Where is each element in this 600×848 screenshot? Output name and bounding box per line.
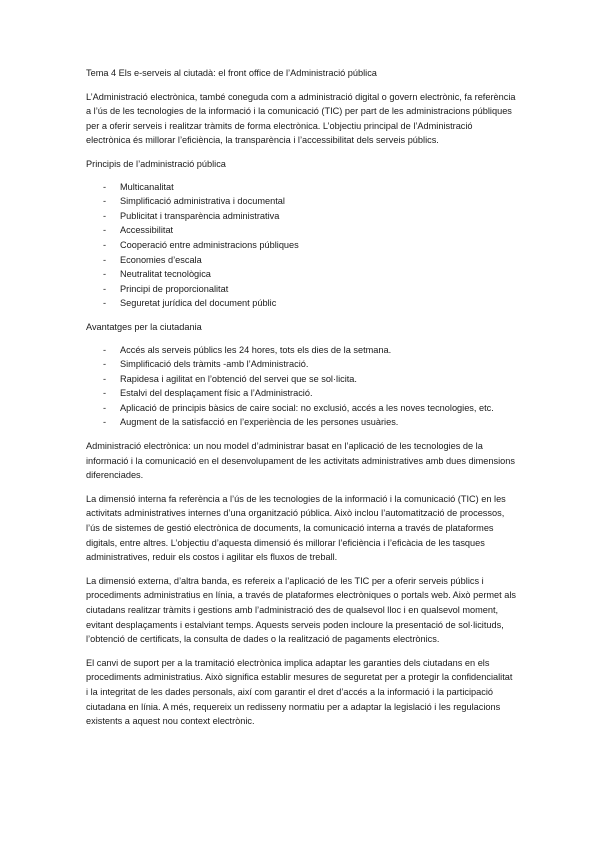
bullet-dash: - [103,283,107,294]
intro-paragraph: L’Administració electrònica, també coneguda com a administració digital o govern electrònic, fa referència a l’ús de les tecnologies de la informació i la comunicació (TIC) per part de les administracions públiques per a oferir serveis i realitzar tràmits de forma electrònica. L’objectiu principal de l’Administració electrònica és millorar l’eficiència, la transparència i l’accessibilitat dels serveis públics. [86,91,516,146]
list-item: - Neutralitat tecnològica [86,267,516,282]
principles-heading: Principis de l’administració pública [86,158,226,169]
bullet-dash: - [103,359,107,370]
advantages-heading: Avantatges per la ciutadania [86,321,202,332]
list-item: - Augment de la satisfacció en l’experiència de les persones usuàries. [86,415,516,430]
document-title: Tema 4 Els e-serveis al ciutadà: el front office de l’Administració pública [86,68,377,78]
bullet-dash: - [103,417,107,428]
list-item: - Accés als serveis públics les 24 hores, tots els dies de la setmana. [86,343,516,358]
bullet-dash: - [103,344,107,355]
bullet-dash: - [103,388,107,399]
list-item: - Multicanalitat [86,180,516,195]
bullet-dash: - [103,373,107,384]
advantages-list [86,343,516,431]
list-item: - Simplificació administrativa i documental [86,194,516,209]
list-item: - Rapidesa i agilitat en l’obtenció del servei que se sol·licita. [86,372,516,387]
body-paragraph: Administració electrònica: un nou model d’administrar basat en l’aplicació de les tecnologies de la informació i la comunicació en el desenvolupament de les activitats administratives amb dues dimensions diferenciades. [86,441,515,481]
body-paragraph: La dimensió interna fa referència a l’ús de les tecnologies de la informació i la comunicació (TIC) en les activitats administratives internes d’una organització pública. Això inclou l’automatització de processos, l’ús de sistemes de gestió electrònica de documents, la comunicació interna a través de plataformes digitals, entre altres. L’objectiu d’aquesta dimensió és millorar l’eficiència i l’eficàcia de les tasques administratives, reduir els costos i agilitar els fluxos de treball. [86,493,506,563]
list-item: - Cooperació entre administracions públiques [86,238,516,253]
principles-list [86,180,516,311]
list-item: - Seguretat jurídica del document públic [86,296,516,311]
bullet-dash: - [103,402,107,413]
list-item: - Publicitat i transparència administrativa [86,209,516,224]
bullet-dash: - [103,239,107,250]
body-paragraph: La dimensió externa, d’altra banda, es refereix a l’aplicació de les TIC per a oferir serveis públics i procediments administratius en línia, a través de plataformes electròniques o portals web. Això permet als ciutadans realitzar tràmits i gestions amb l’administració des de qualsevol lloc i en qualsevol moment, evitant desplaçaments i estalviant temps. Aquests serveis poden incloure la presentació de sol·licituds, l’obtenció de certificats, la consulta de dades o la realització de pagaments electrònics. [86,575,516,645]
list-item: - Principi de proporcionalitat [86,282,516,297]
list-item: - Accessibilitat [86,223,516,238]
bullet-dash: - [103,196,107,207]
bullet-dash: - [103,210,107,221]
bullet-dash: - [103,225,107,236]
bullet-dash: - [103,298,107,309]
list-item: - Economies d’escala [86,253,516,268]
bullet-dash: - [103,269,107,280]
body-paragraph: El canvi de suport per a la tramitació electrònica implica adaptar les garanties dels ciutadans en els procediments administratius. Això significa establir mesures de seguretat per a protegir la confidencialitat i la integritat de les dades personals, així com garantir el dret d’accés a la informació i la participació ciutadana en línia. A més, requereix un redisseny normatiu per a adaptar la legislació i les regulacions existents a aquest nou context electrònic. [86,657,513,727]
list-item: - Estalvi del desplaçament físic a l’Administració. [86,386,516,401]
bullet-dash: - [103,181,107,192]
list-item: - Simplificació dels tràmits -amb l’Administració. [86,357,516,372]
bullet-dash: - [103,254,107,265]
list-item: - Aplicació de principis bàsics de caire social: no exclusió, accés a les noves tecnologies, etc. [86,401,516,416]
document-page [86,66,516,738]
